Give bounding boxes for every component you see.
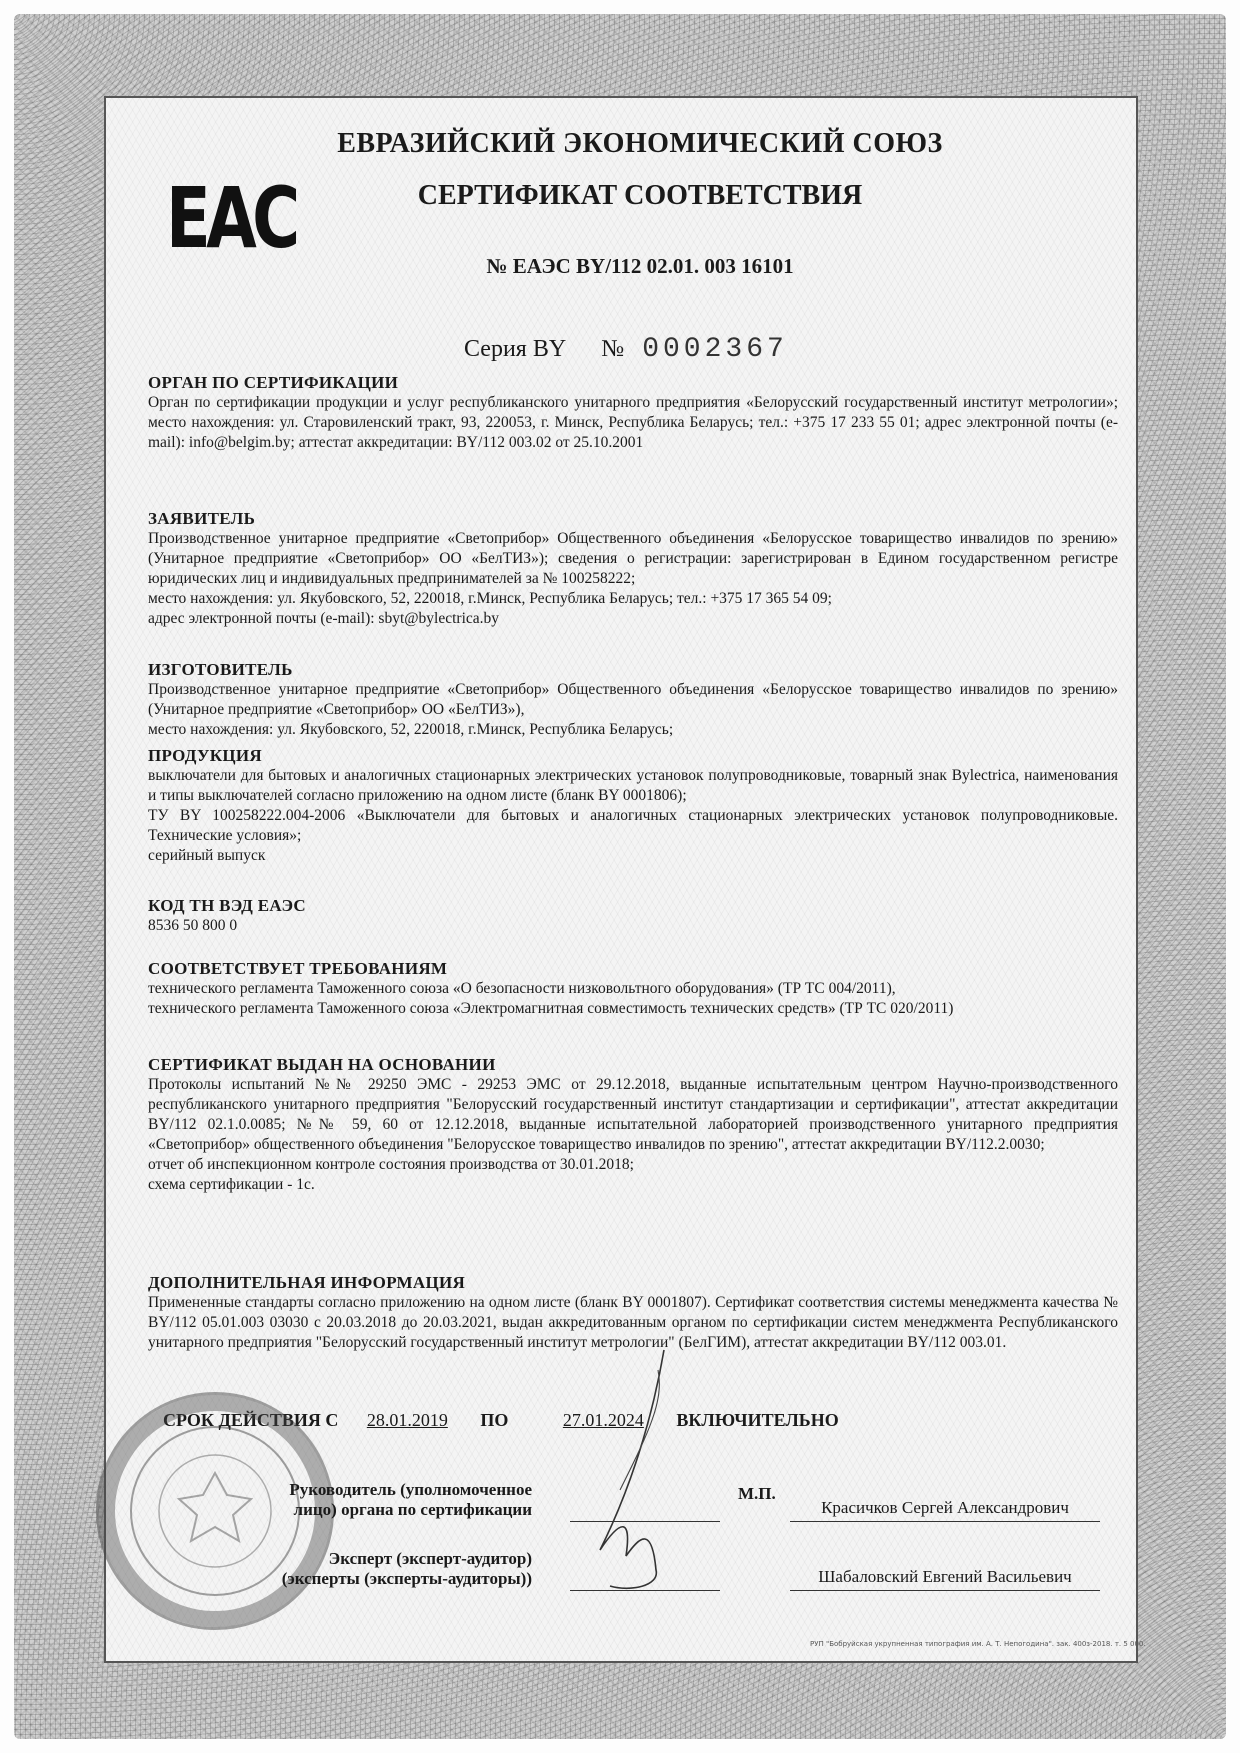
section-heading: СООТВЕТСТВУЕТ ТРЕБОВАНИЯМ xyxy=(148,959,448,978)
series-serial: 0002367 xyxy=(642,334,788,365)
section-heading: ЗАЯВИТЕЛЬ xyxy=(148,509,256,528)
validity-inclusive: ВКЛЮЧИТЕЛЬНО xyxy=(676,1410,839,1430)
section-text: Орган по сертификации продукции и услуг республиканского унитарного предприятия «Белорусский государственный институт метрологии»; место нахождения: ул. Старовиленский тракт, 93, 220053, г. Минск, Республика Беларусь; тел.: +375 17 233 55 01; адрес электронной почты (e-mail): info@belgim.by; аттестат аккредитации: BY/112 003.02 от 25.10.2001 xyxy=(148,394,1118,451)
head-label-line-1: Руководитель (уполномоченное xyxy=(289,1480,532,1499)
section-text-group xyxy=(148,529,1118,629)
product-line-3: серийный выпуск xyxy=(148,847,266,864)
section-text-group xyxy=(148,1075,1118,1195)
basis-line-1: Протоколы испытаний №№ 29250 ЭМС - 29253 ЭМС от 29.12.2018, выданные испытательным центром Научно-производственного республиканского унитарного предприятия "Белорусский государственный институт стандартизации и сертификации", аттестат аккредитации BY/112 02.1.0.0085; №№ 59, 60 от 12.12.2018, выданные испытательной лабораторией производственного унитарного предприятия «Светоприбор» общественного объединения "Белорусское товарищество инвалидов по зрению", аттестат аккредитации BY/112.2.0030; xyxy=(148,1076,1118,1153)
expert-signature-label xyxy=(228,1549,532,1589)
section-manufacturer xyxy=(148,660,1118,740)
basis-line-2: отчет об инспекционном контроле состояния производства от 30.01.2018; xyxy=(148,1156,634,1173)
section-text: Примененные стандарты согласно приложению на одном листе (бланк BY 0001807). Сертификат соответствия системы менеджмента качества № BY/112 05.01.003 03030 с 20.03.2018 до 20.03.2021, выдан аккредитованным органом по сертификации систем менеджмента Республиканского унитарного предприятия "Белорусский государственный институт метрологии" (БелГИМ), аттестат аккредитации BY/112 003.01. xyxy=(148,1294,1118,1351)
manufacturer-line-2: место нахождения: ул. Якубовского, 52, 220018, г.Минск, Республика Беларусь; xyxy=(148,721,674,738)
section-text-group xyxy=(148,766,1118,866)
applicant-line-3: адрес электронной почты (e-mail): sbyt@bylectrica.by xyxy=(148,610,500,627)
conforms-line-1: технического регламента Таможенного союза «О безопасности низковольтного оборудования» (ТР ТС 004/2011), xyxy=(148,980,896,997)
union-title: ЕВРАЗИЙСКИЙ ЭКОНОМИЧЕСКИЙ СОЮЗ xyxy=(337,128,943,159)
expert-label-line-2: (эксперты (эксперты-аудиторы)) xyxy=(281,1569,532,1588)
validity-po: ПО xyxy=(480,1410,509,1430)
series-label: Серия BY xyxy=(464,336,566,362)
head-signature-label xyxy=(228,1480,532,1520)
section-text: 8536 50 800 0 xyxy=(148,917,238,934)
section-product xyxy=(148,746,1118,866)
stamp-place-label: М.П. xyxy=(738,1484,776,1503)
head-name: Красичков Сергей Александрович xyxy=(821,1498,1069,1517)
expert-name-line xyxy=(790,1590,1100,1591)
section-heading: ИЗГОТОВИТЕЛЬ xyxy=(148,660,293,679)
section-text-group xyxy=(148,979,1118,1019)
validity-label: СРОК ДЕЙСТВИЯ С xyxy=(163,1410,339,1430)
applicant-line-2: место нахождения: ул. Якубовского, 52, 220018, г.Минск, Республика Беларусь; тел.: +375 17 365 54 09; xyxy=(148,590,832,607)
section-text-group xyxy=(148,680,1118,740)
head-name-line xyxy=(790,1521,1100,1522)
series-line xyxy=(464,334,788,365)
head-label-line-2: лицо) органа по сертификации xyxy=(293,1500,532,1519)
section-heading: ОРГАН ПО СЕРТИФИКАЦИИ xyxy=(148,373,399,392)
section-conforms xyxy=(148,959,1118,1019)
section-heading: КОД ТН ВЭД ЕАЭС xyxy=(148,896,306,915)
number-sign: № xyxy=(601,336,625,362)
section-tnved xyxy=(148,896,1118,936)
certificate-title: СЕРТИФИКАТ СООТВЕТСТВИЯ xyxy=(417,180,863,211)
conforms-line-2: технического регламента Таможенного союза «Электромагнитная совместимость технических средств» (ТР ТС 020/2011) xyxy=(148,1000,954,1017)
expert-label-line-1: Эксперт (эксперт-аудитор) xyxy=(328,1549,532,1568)
section-heading: ДОПОЛНИТЕЛЬНАЯ ИНФОРМАЦИЯ xyxy=(148,1273,466,1292)
expert-name: Шабаловский Евгений Васильевич xyxy=(818,1567,1072,1586)
validity-to-date: 27.01.2024 xyxy=(562,1410,644,1430)
certificate-number: № ЕАЭС BY/112 02.01. 003 16101 xyxy=(486,254,794,278)
section-applicant xyxy=(148,509,1118,629)
applicant-line-1: Производственное унитарное предприятие «Светоприбор» Общественного объединения «Белорусское товарищество инвалидов по зрению» (Унитарное предприятие «Светоприбор» ОО «БелТИЗ»); сведения о регистрации: зарегистрирован в Едином государственном регистре юридических лиц и индивидуальных предпринимателей за № 100258222; xyxy=(148,530,1118,587)
manufacturer-line-1: Производственное унитарное предприятие «Светоприбор» Общественного объединения «Белорусское товарищество инвалидов по зрению» (Унитарное предприятие «Светоприбор» ОО «БелТИЗ»), xyxy=(148,681,1118,718)
eac-logo: EAC xyxy=(166,169,296,267)
validity-from-date: 28.01.2019 xyxy=(366,1410,448,1430)
section-cert-body xyxy=(148,373,1118,453)
basis-line-3: схема сертификации - 1с. xyxy=(148,1176,315,1193)
product-line-1: выключатели для бытовых и аналогичных стационарных электрических установок полупроводниковые, товарный знак Bylectrica, наименования и типы выключателей согласно приложению на одном листе (бланк BY 0001806); xyxy=(148,767,1118,804)
section-heading: СЕРТИФИКАТ ВЫДАН НА ОСНОВАНИИ xyxy=(148,1055,496,1074)
printer-note: РУП "Бобруйская укрупненная типография им. А. Т. Непогодина". зак. 400з-2018. т. 5 000. xyxy=(810,1640,1146,1648)
product-line-2: ТУ BY 100258222.004-2006 «Выключатели для бытовых и аналогичных стационарных электрических установок полупроводниковые. Технические условия»; xyxy=(148,807,1118,844)
section-basis xyxy=(148,1055,1118,1195)
handwritten-signature xyxy=(560,1340,700,1610)
section-heading: ПРОДУКЦИЯ xyxy=(148,746,263,765)
